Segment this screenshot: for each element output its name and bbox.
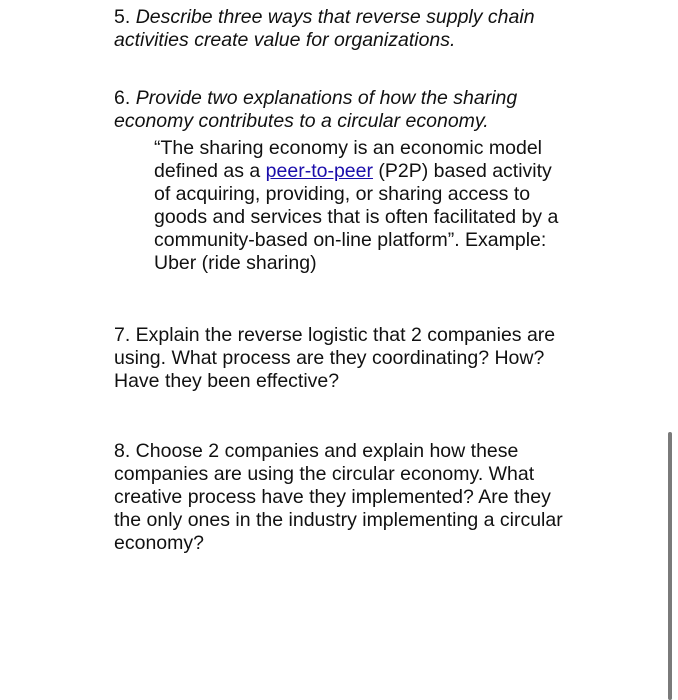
vertical-scrollbar[interactable] xyxy=(668,432,672,700)
question-8-line-3: creative process have they implemented? Are they xyxy=(114,486,551,508)
question-5-text-1: Describe three ways that reverse supply chain xyxy=(135,6,535,28)
question-6-text-2: economy contributes to a circular economy. xyxy=(114,110,489,132)
question-5-text-2: activities create value for organizations. xyxy=(114,29,456,51)
question-6-text-1: Provide two explanations of how the sharing xyxy=(135,87,518,109)
quote-line-4: goods and services that is often facilitated by a xyxy=(154,206,559,228)
quote-line-2 xyxy=(154,160,558,183)
quote-line-5: community-based on-line platform”. Example: xyxy=(154,229,547,251)
quote-line-2-after: (P2P) based activity xyxy=(372,160,552,182)
quote-line-1: “The sharing economy is an economic model xyxy=(154,137,543,159)
question-7 xyxy=(114,324,555,393)
sharing-economy-quote xyxy=(154,137,558,275)
question-7-line-2: using. What process are they coordinating? How? xyxy=(114,347,545,369)
question-7-line-1: 7. Explain the reverse logistic that 2 companies are xyxy=(114,324,556,346)
peer-to-peer-link[interactable]: peer-to-peer xyxy=(265,160,373,182)
quote-line-2-before: defined as a xyxy=(154,160,266,182)
question-6-number: 6. xyxy=(114,87,131,109)
question-8-line-2: companies are using the circular economy. What xyxy=(114,463,535,485)
question-8 xyxy=(114,440,563,555)
question-6-line-1 xyxy=(114,87,517,110)
quote-line-3: of acquiring, providing, or sharing access to xyxy=(154,183,531,205)
question-5-line-2 xyxy=(114,29,535,52)
question-5 xyxy=(114,6,535,52)
question-6 xyxy=(114,87,517,133)
quote-line-6: Uber (ride sharing) xyxy=(154,252,317,274)
question-8-line-4: the only ones in the industry implementing a circular xyxy=(114,509,563,531)
question-5-number: 5. xyxy=(114,6,131,28)
question-8-line-1: 8. Choose 2 companies and explain how these xyxy=(114,440,519,462)
question-7-line-3: Have they been effective? xyxy=(114,370,340,392)
question-8-line-5: economy? xyxy=(114,532,204,554)
question-5-line-1 xyxy=(114,6,535,29)
question-6-line-2 xyxy=(114,110,517,133)
